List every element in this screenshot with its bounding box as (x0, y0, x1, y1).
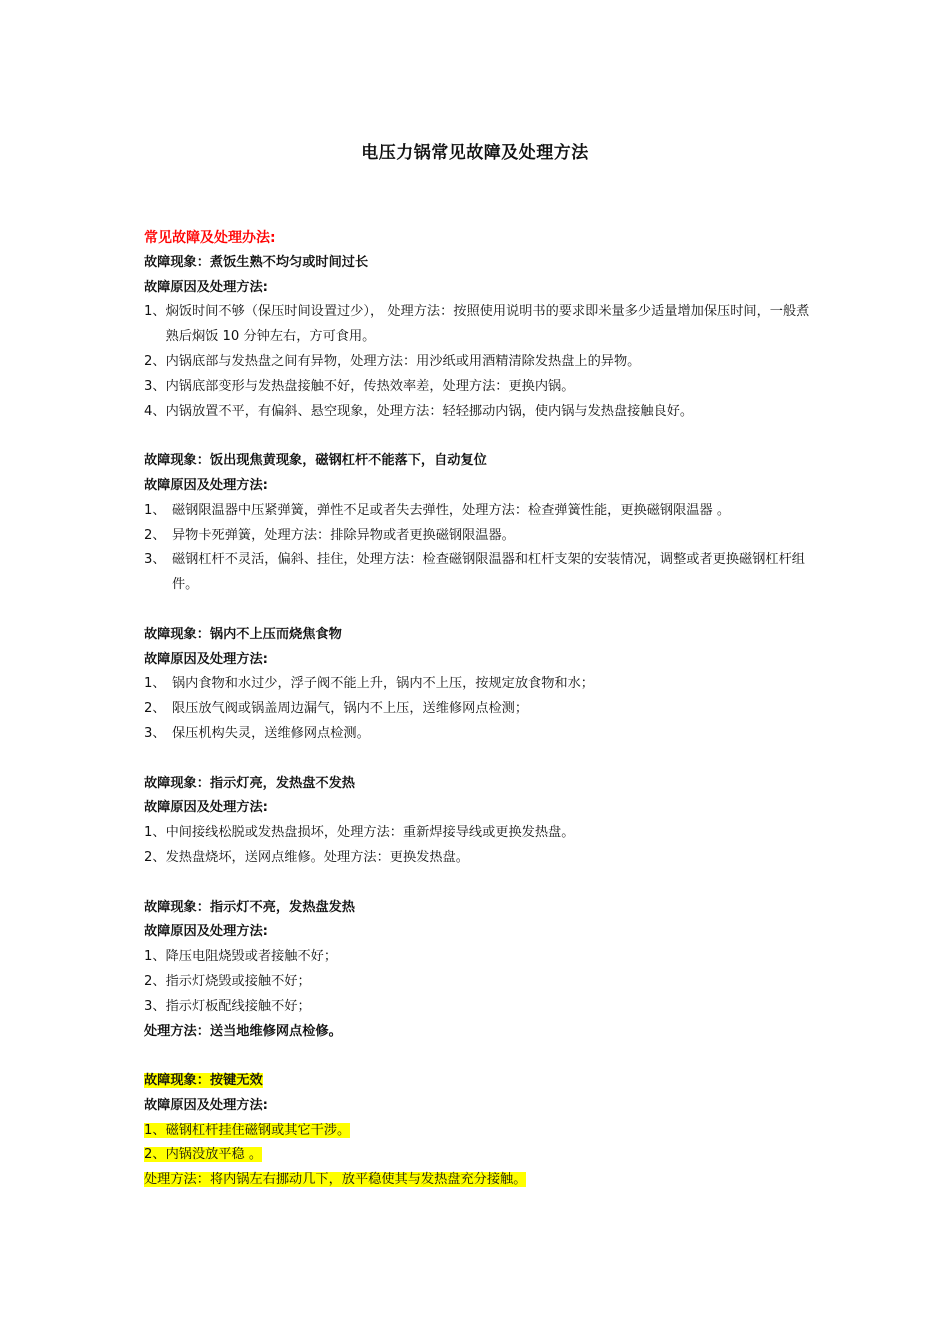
item-text: 内锅底部变形与发热盘接触不好，传热效率差，处理方法：更换内锅。 (165, 378, 575, 394)
item-number: 2、 (144, 849, 166, 865)
item-text: 降压电阻烧毁或者接触不好； (165, 949, 338, 965)
list-item (144, 970, 816, 995)
item-text: 内锅没放平稳 。 (165, 1147, 263, 1163)
item-text: 磁钢杠杆不灵活，偏斜、挂住，处理方法：检查磁钢限温器和杠杆支架的安装情况，调整或者更换磁钢杠杆组件。 (172, 552, 805, 593)
item-number: 1、 (144, 502, 166, 518)
list-item (144, 995, 816, 1020)
fault-symptom: 故障现象：按键无效 (144, 1073, 263, 1089)
spacer (144, 1044, 816, 1069)
list-item (144, 375, 816, 400)
item-number: 1、 (144, 1122, 166, 1138)
list-item (144, 672, 816, 697)
list-item (144, 548, 816, 598)
list-item (144, 350, 816, 375)
list-item (144, 846, 816, 871)
item-text: 指示灯烧毁或接触不好； (165, 973, 311, 989)
item-number: 1、 (144, 825, 166, 841)
item-text: 限压放气阀或锅盖周边漏气，锅内不上压，送维修网点检测； (172, 701, 529, 717)
item-text: 保压机构失灵，送维修网点检测。 (172, 725, 370, 741)
list-item (144, 300, 816, 350)
item-number: 3、 (144, 552, 166, 568)
fault-section (144, 896, 816, 1045)
list-item (144, 945, 816, 970)
solution-text: 处理方法：将内锅左右挪动几下，放平稳使其与发热盘充分接触。 (144, 1172, 527, 1188)
spacer (144, 747, 816, 772)
cause-heading: 故障原因及处理方法: (144, 651, 268, 667)
item-number: 3、 (144, 725, 166, 741)
spacer (144, 598, 816, 623)
item-text: 指示灯板配线接触不好； (165, 998, 311, 1014)
item-text: 中间接线松脱或发热盘损坏，处理方法：重新焊接导线或更换发热盘。 (165, 825, 575, 841)
list-item (144, 1143, 816, 1168)
cause-heading: 故障原因及处理方法: (144, 800, 268, 816)
item-text: 异物卡死弹簧，处理方法：排除异物或者更换磁钢限温器。 (172, 527, 515, 543)
cause-heading: 故障原因及处理方法: (144, 279, 268, 295)
list-item (144, 697, 816, 722)
fault-section (144, 772, 816, 871)
cause-heading: 故障原因及处理方法: (144, 924, 268, 940)
item-number: 4、 (144, 403, 166, 419)
cause-heading: 故障原因及处理方法: (144, 477, 268, 493)
list-item (144, 821, 816, 846)
item-number: 2、 (144, 1147, 166, 1163)
spacer (144, 424, 816, 449)
item-text: 锅内食物和水过少，浮子阀不能上升，锅内不上压，按规定放食物和水； (172, 676, 594, 692)
item-text: 焖饭时间不够（保压时间设置过少）， 处理方法：按照使用说明书的要求即米量多少适量增加保压时间，一般煮熟后焖饭 10 分钟左右，方可食用。 (165, 304, 810, 345)
item-text: 内锅放置不平，有偏斜、悬空现象，处理方法：轻轻挪动内锅，使内锅与发热盘接触良好。 (165, 403, 694, 419)
item-number: 3、 (144, 998, 166, 1014)
item-text: 磁钢限温器中压紧弹簧，弹性不足或者失去弹性，处理方法：检查弹簧性能，更换磁钢限温器 。 (172, 502, 731, 518)
item-text: 磁钢杠杆挂住磁钢或其它干涉。 (165, 1122, 351, 1138)
spacer (144, 871, 816, 896)
cause-heading: 故障原因及处理方法: (144, 1097, 268, 1113)
item-text: 内锅底部与发热盘之间有异物，处理方法：用沙纸或用酒精清除发热盘上的异物。 (165, 353, 641, 369)
fault-symptom: 故障现象：指示灯亮，发热盘不发热 (144, 775, 355, 791)
item-number: 1、 (144, 304, 166, 320)
list-item (144, 499, 816, 524)
fault-symptom: 故障现象：锅内不上压而烧焦食物 (144, 626, 342, 642)
list-item (144, 524, 816, 549)
item-number: 2、 (144, 527, 166, 543)
document-body (144, 226, 816, 1193)
item-number: 1、 (144, 949, 166, 965)
item-number: 1、 (144, 676, 166, 692)
fault-section (144, 1069, 816, 1193)
fault-symptom: 故障现象：煮饭生熟不均匀或时间过长 (144, 254, 369, 270)
item-number: 2、 (144, 353, 166, 369)
intro-heading: 常见故障及处理办法: (144, 230, 276, 246)
page-title: 电压力锅常见故障及处理方法 (361, 143, 589, 163)
fault-symptom: 故障现象：饭出现焦黄现象，磁钢杠杆不能落下，自动复位 (144, 453, 487, 469)
fault-section (144, 449, 816, 598)
list-item (144, 1119, 816, 1144)
item-number: 2、 (144, 973, 166, 989)
solution-text: 处理方法：送当地维修网点检修。 (144, 1023, 342, 1039)
item-number: 3、 (144, 378, 166, 394)
item-number: 2、 (144, 701, 166, 717)
list-item (144, 400, 816, 425)
fault-symptom: 故障现象：指示灯不亮，发热盘发热 (144, 899, 355, 915)
fault-section (144, 623, 816, 747)
item-text: 发热盘烧坏，送网点维修。处理方法：更换发热盘。 (165, 849, 469, 865)
list-item (144, 722, 816, 747)
fault-section (144, 251, 816, 425)
